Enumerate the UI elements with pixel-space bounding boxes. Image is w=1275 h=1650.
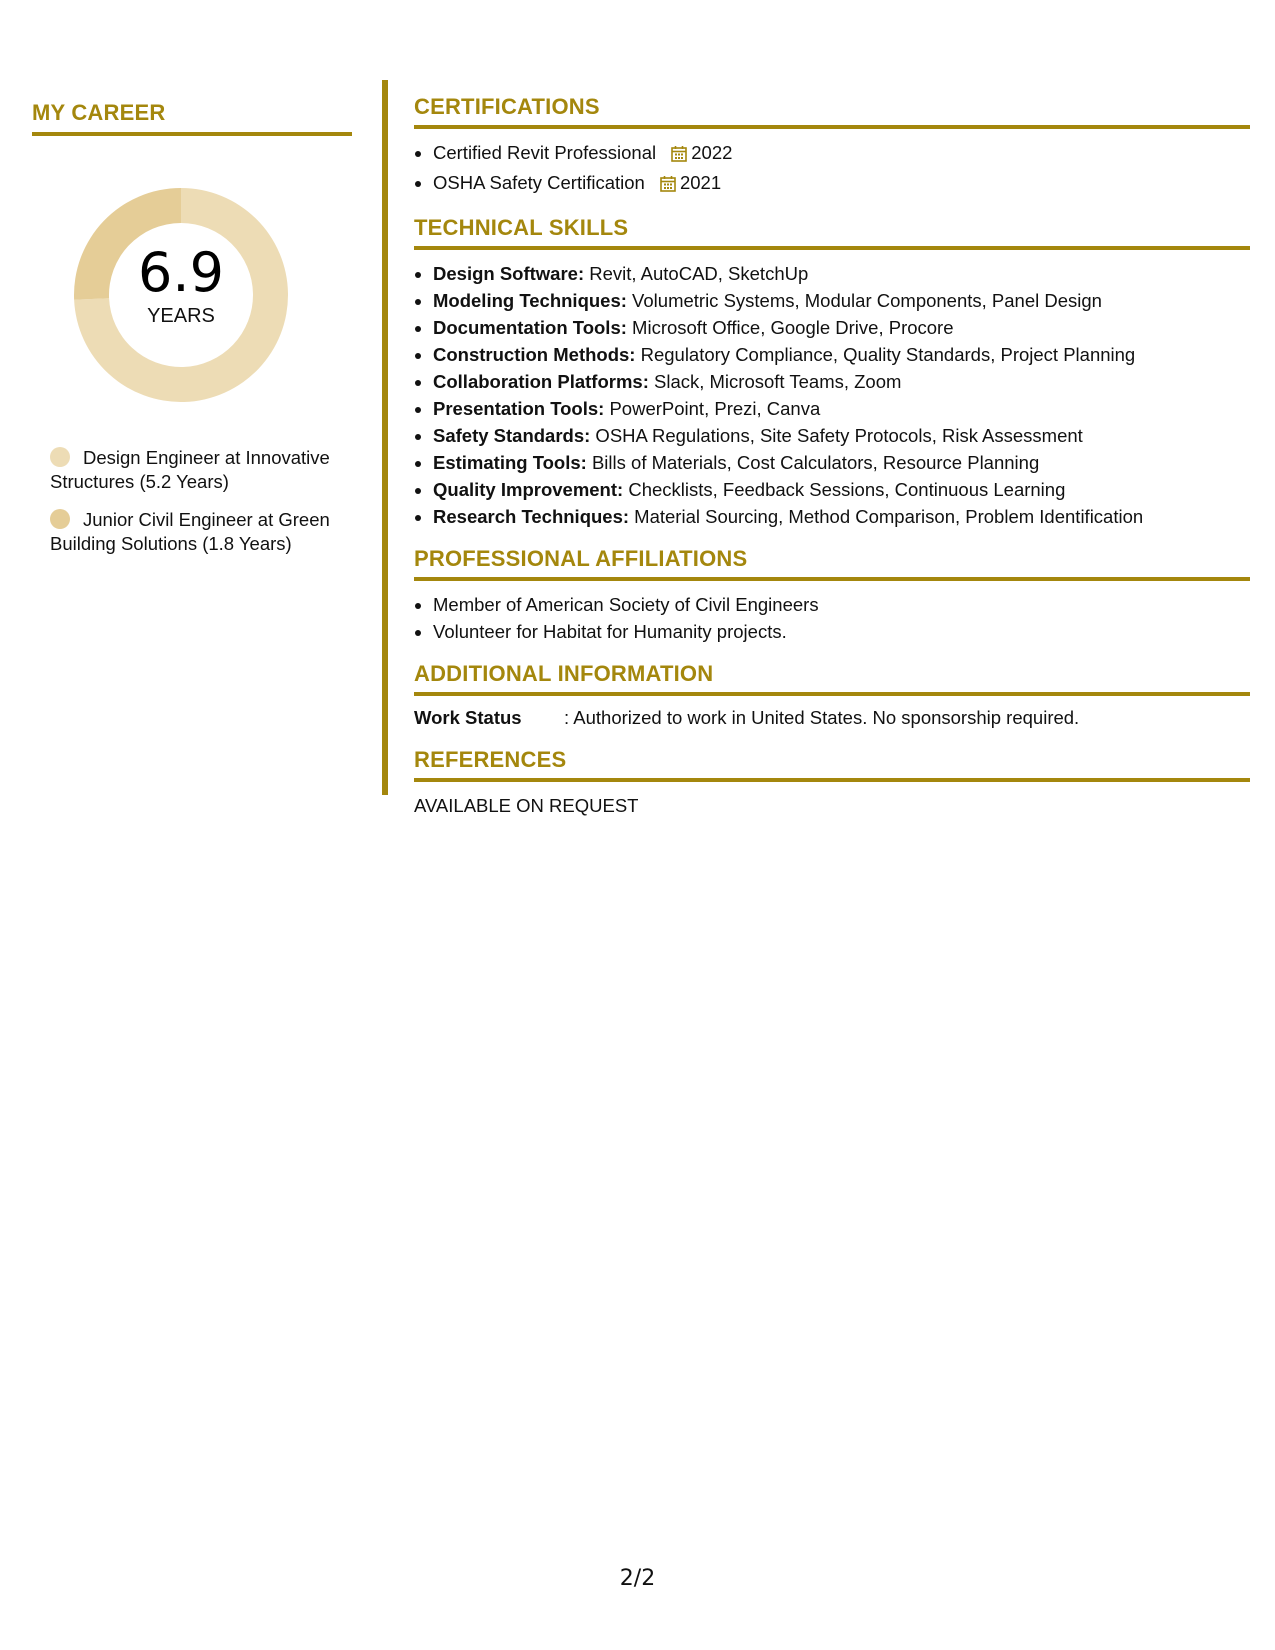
- skill-value: OSHA Regulations, Site Safety Protocols, Risk Assessment: [590, 425, 1083, 446]
- calendar-icon: [660, 172, 676, 199]
- donut-center: [66, 241, 296, 328]
- skills-list: [414, 260, 1250, 530]
- skill-item: [433, 368, 1250, 395]
- skill-label: Documentation Tools:: [433, 317, 627, 338]
- certifications-section: [414, 94, 1250, 199]
- skill-item: [433, 503, 1250, 530]
- skill-item: [433, 287, 1250, 314]
- affiliation-item: • Volunteer for Habitat for Humanity projects.: [433, 618, 1250, 645]
- career-total-unit: YEARS: [147, 305, 215, 327]
- certifications-list: [414, 139, 1250, 199]
- legend-dot: [50, 509, 70, 529]
- career-column: [32, 100, 352, 570]
- work-status-value: : Authorized to work in United States. No sponsorship required.: [564, 707, 1080, 728]
- legend-label: Design Engineer at Innovative Structures (5.2 Years): [50, 447, 330, 492]
- skill-value: Material Sourcing, Method Comparison, Problem Identification: [629, 506, 1144, 527]
- skill-value: Bills of Materials, Cost Calculators, Resource Planning: [586, 452, 1040, 473]
- legend-item: [50, 508, 352, 556]
- certification-name: OSHA Safety Certification: [433, 172, 645, 193]
- career-legend: [50, 446, 352, 556]
- column-divider: [382, 80, 388, 795]
- legend-item: [50, 446, 352, 494]
- additional-heading: ADDITIONAL INFORMATION: [414, 661, 1250, 696]
- skill-value: Slack, Microsoft Teams, Zoom: [648, 371, 902, 392]
- page-number: 2/2: [619, 1566, 656, 1591]
- skill-item: [433, 341, 1250, 368]
- work-status-label: Work Status: [414, 707, 522, 728]
- skill-value: Microsoft Office, Google Drive, Procore: [626, 317, 954, 338]
- certification-item: [433, 169, 1250, 199]
- legend-label: Junior Civil Engineer at Green Building Solutions (1.8 Years): [50, 509, 330, 554]
- skill-label: Collaboration Platforms:: [433, 371, 649, 392]
- certification-year: 2021: [679, 172, 722, 193]
- skill-value: Checklists, Feedback Sessions, Continuous Learning: [623, 479, 1066, 500]
- references-heading: REFERENCES: [414, 747, 1250, 782]
- affiliations-heading: PROFESSIONAL AFFILIATIONS: [414, 546, 1250, 581]
- skill-item: [433, 395, 1250, 422]
- skills-section: [414, 215, 1250, 530]
- affiliations-list: [414, 591, 1250, 645]
- skill-item: [433, 314, 1250, 341]
- skill-label: Safety Standards:: [433, 425, 591, 446]
- certifications-heading: CERTIFICATIONS: [414, 94, 1250, 129]
- skill-label: Research Techniques:: [433, 506, 630, 527]
- skill-label: Presentation Tools:: [433, 398, 605, 419]
- affiliation-item: • Member of American Society of Civil Engineers: [433, 591, 1250, 618]
- references-section: [414, 747, 1250, 819]
- certification-name: Certified Revit Professional: [433, 142, 657, 163]
- career-heading: MY CAREER: [32, 100, 352, 136]
- certification-item: [433, 139, 1250, 169]
- certification-year: 2022: [691, 142, 733, 163]
- skill-item: [433, 476, 1250, 503]
- skill-label: Quality Improvement:: [433, 479, 624, 500]
- skill-value: Volumetric Systems, Modular Components, Panel Design: [626, 290, 1102, 311]
- calendar-icon: [671, 142, 687, 169]
- career-total-years: 6.9: [138, 241, 224, 304]
- affiliations-section: [414, 546, 1250, 645]
- skill-item: [433, 449, 1250, 476]
- main-column: [414, 94, 1250, 835]
- references-text: AVAILABLE ON REQUEST: [414, 795, 639, 816]
- skill-label: Estimating Tools:: [433, 452, 587, 473]
- skill-item: [433, 260, 1250, 287]
- skill-value: Regulatory Compliance, Quality Standards, Project Planning: [635, 344, 1136, 365]
- skills-heading: TECHNICAL SKILLS: [414, 215, 1250, 250]
- skill-item: [433, 422, 1250, 449]
- skill-label: Construction Methods:: [433, 344, 636, 365]
- skill-label: Modeling Techniques:: [433, 290, 627, 311]
- career-donut: [66, 180, 296, 410]
- skill-value: Revit, AutoCAD, SketchUp: [584, 263, 809, 284]
- legend-dot: [50, 447, 70, 467]
- additional-section: [414, 661, 1250, 731]
- skill-value: PowerPoint, Prezi, Canva: [604, 398, 821, 419]
- work-status-row: [414, 704, 1250, 731]
- skill-label: Design Software:: [433, 263, 585, 284]
